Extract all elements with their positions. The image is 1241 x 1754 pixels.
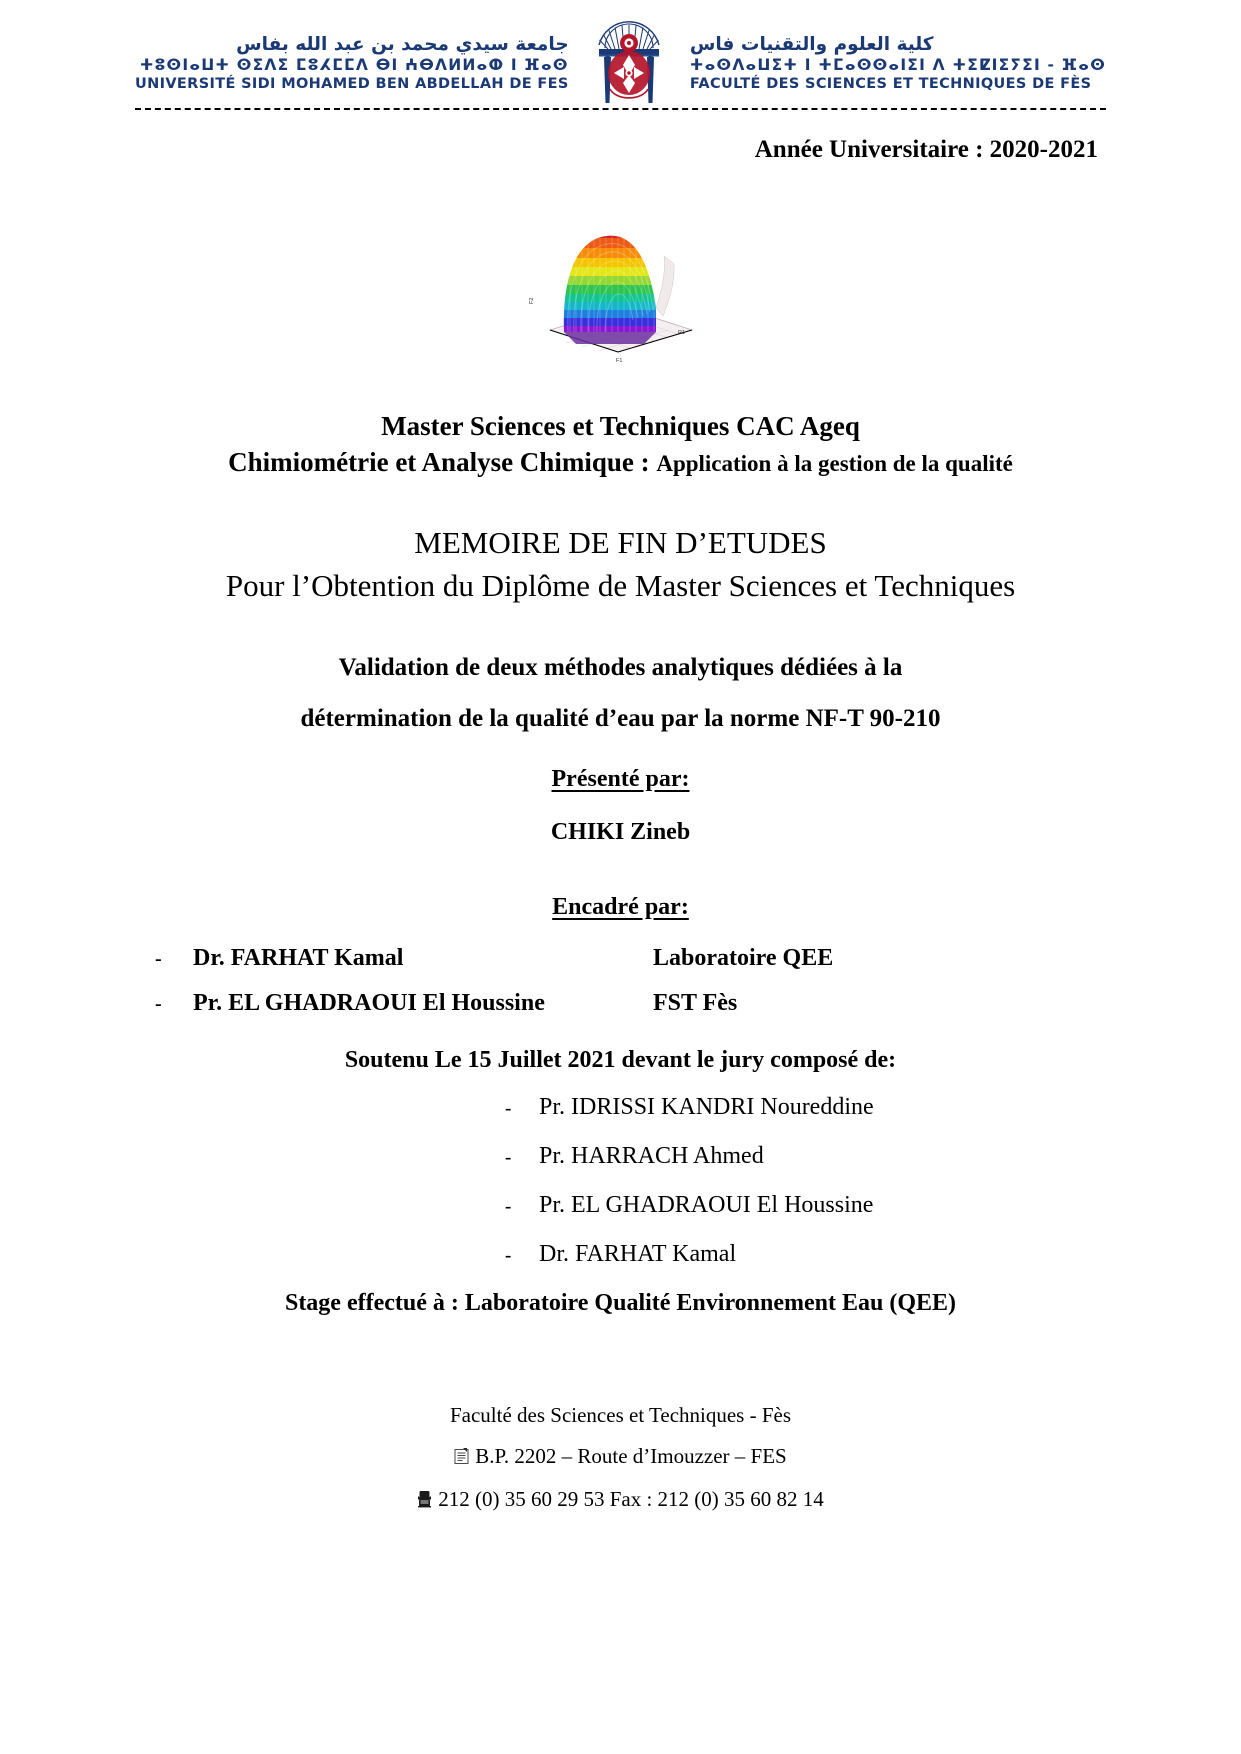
footer-address-text: B.P. 2202 – Route d’Imouzzer – FES <box>475 1444 787 1469</box>
author-name: CHIKI Zineb <box>550 819 691 846</box>
footer-phone-line <box>135 1479 1106 1522</box>
memoire-block <box>135 522 1106 608</box>
academic-year <box>135 136 1106 164</box>
jury-member-name: Pr. HARRACH Ahmed <box>539 1143 764 1170</box>
university-name-tifinagh: ⵜⵓⵙⵏⴰⵡⵜ ⵙⵉⴷⵉ ⵎⵓⵃⵎⵎⴷ ⴱⵏ ⵄⴱⴷⵍⵍⴰⵀ ⵏ ⴼⴰⵙ <box>139 55 569 74</box>
list-item <box>155 990 1106 1017</box>
program-line-2-bold: Chimiométrie et Analyse Chimique : <box>228 446 657 477</box>
bullet-dash-icon: - <box>505 1098 512 1120</box>
thesis-subject-line-2: détermination de la qualité d’eau par la norme NF-T 90-210 <box>300 705 941 733</box>
memoire-subtitle: Pour l’Obtention du Diplôme de Master Sciences et Techniques <box>225 568 1016 604</box>
thesis-subject-line-1: Validation de deux méthodes analytiques dédiées à la <box>338 653 903 681</box>
thesis-subject <box>135 642 1106 745</box>
faculty-name-french: FACULTÉ DES SCIENCES ET TECHNIQUES DE FÈS <box>689 76 1092 93</box>
bullet-dash-icon: - <box>155 948 162 971</box>
telephone-icon <box>417 1481 432 1522</box>
supervisor-affiliation: FST Fès <box>653 990 738 1017</box>
university-name-french: UNIVERSITÉ SIDI MOHAMED BEN ABDELLAH DE FES <box>135 76 569 93</box>
jury-member-list <box>135 1094 1106 1268</box>
presented-by-label: Présenté par: <box>551 766 690 793</box>
jury-heading: Soutenu Le 15 Juillet 2021 devant le jury composé de: <box>344 1047 897 1074</box>
memoire-title: MEMOIRE DE FIN D’ETUDES <box>414 525 827 561</box>
footer-phone-text: 212 (0) 35 60 29 53 Fax : 212 (0) 35 60 82 14 <box>438 1487 824 1512</box>
supervisor-list <box>135 945 1106 1017</box>
list-item <box>505 1241 1106 1268</box>
mail-document-icon <box>454 1438 469 1479</box>
svg-text:R1: R1 <box>677 330 685 336</box>
footer-address-line <box>135 1436 1106 1479</box>
bullet-dash-icon: - <box>505 1196 512 1218</box>
internship-label: Stage effectué à : Laboratoire Qualité Environnement Eau (QEE) <box>284 1290 957 1317</box>
list-item <box>505 1094 1106 1121</box>
list-item <box>155 945 1106 972</box>
list-item <box>505 1143 1106 1170</box>
program-line-2-rest: Application à la gestion de la qualité <box>656 450 1013 476</box>
faculty-name-tifinagh: ⵜⴰⵙⴷⴰⵡⵉⵜ ⵏ ⵜⵎⴰⵙⵙⴰⵏⵉⵏ ⴷ ⵜⵉⵇⵏⵉⵢⵉⵏ - ⴼⴰⵙ <box>689 55 1106 74</box>
program-line-1: Master Sciences et Techniques CAC Ageq <box>381 411 860 441</box>
list-item <box>505 1192 1106 1219</box>
faculty-identity-block <box>690 33 1106 94</box>
page-footer <box>135 1395 1106 1522</box>
program-block <box>135 409 1106 480</box>
bullet-dash-icon: - <box>505 1147 512 1169</box>
bullet-dash-icon: - <box>505 1245 512 1267</box>
letterhead <box>135 0 1106 104</box>
footer-institution: Faculté des Sciences et Techniques - Fès <box>449 1403 792 1428</box>
supervisor-name: Dr. FARHAT Kamal <box>193 945 404 972</box>
svg-text:F1: F1 <box>615 358 622 364</box>
jury-member-name: Dr. FARHAT Kamal <box>539 1241 737 1268</box>
supervised-by-label: Encadré par: <box>552 894 689 921</box>
supervisor-affiliation: Laboratoire QEE <box>653 945 834 972</box>
bullet-dash-icon: - <box>155 993 162 1016</box>
university-crest-icon <box>590 15 668 111</box>
faculty-name-arabic: كلية العلوم والتقنيات فاس <box>689 33 934 55</box>
university-identity-block <box>135 33 569 94</box>
program-line-2 <box>135 445 1106 481</box>
jury-member-name: Pr. EL GHADRAOUI El Houssine <box>539 1192 874 1219</box>
response-surface-3d-plot <box>135 204 1106 364</box>
jury-member-name: Pr. IDRISSI KANDRI Noureddine <box>539 1094 874 1121</box>
university-name-arabic: جامعة سيدي محمد بن عبد الله بفاس <box>236 33 569 55</box>
academic-year-label: Année Universitaire : 2020-2021 <box>754 136 1098 163</box>
svg-text:F2: F2 <box>528 297 535 304</box>
supervisor-name: Pr. EL GHADRAOUI El Houssine <box>193 990 545 1017</box>
